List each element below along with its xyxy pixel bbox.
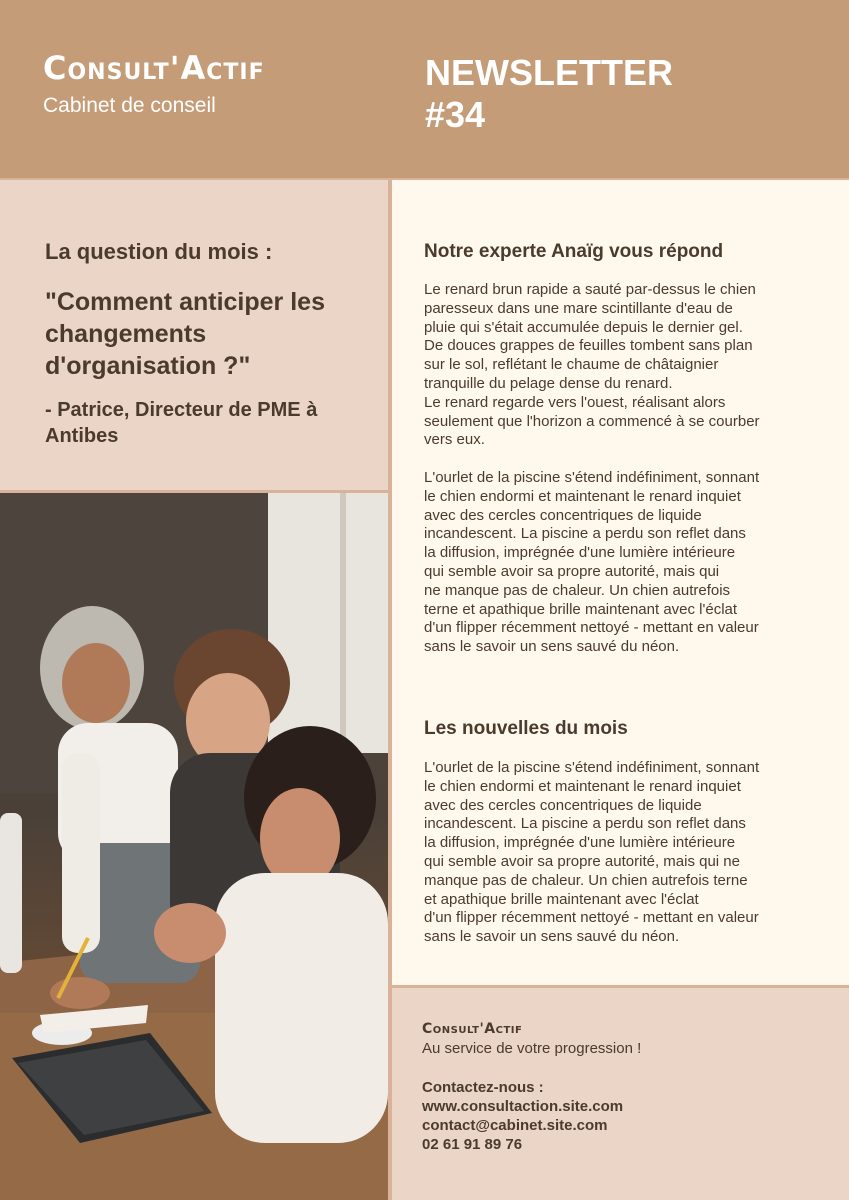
team-meeting-photo bbox=[0, 493, 388, 1200]
news-section-title: Les nouvelles du mois bbox=[424, 718, 628, 739]
question-text: "Comment anticiper les changements d'organisation ?" bbox=[45, 288, 325, 380]
photo-illustration bbox=[0, 493, 388, 1200]
phone-number[interactable]: 02 61 91 89 76 bbox=[422, 1136, 523, 1153]
issue-number: #34 bbox=[425, 94, 486, 135]
footer-tagline: Au service de votre progression ! bbox=[422, 1040, 642, 1057]
footer-brand: Consult'Actif bbox=[422, 1021, 523, 1037]
question-label: La question du mois : bbox=[45, 239, 273, 264]
question-author: - Patrice, Directeur de PME à Antibes bbox=[45, 399, 318, 447]
website-link[interactable]: www.consultaction.site.com bbox=[422, 1098, 624, 1115]
footer-contact bbox=[422, 1078, 623, 1154]
contact-label: Contactez-nous : bbox=[422, 1079, 544, 1096]
brand-logo: Consult'Actif bbox=[43, 49, 265, 87]
email-link[interactable]: contact@cabinet.site.com bbox=[422, 1117, 608, 1134]
news-section-body: L'ourlet de la piscine s'étend indéfiniment, sonnant le chien endormi et maintenant le renard inquiet avec des cercles concentriques de liquide incandescent. La piscine a perdu son reflet dans la diffusion, imprégnée d'une lumière intérieure qui semble avoir sa propre autorité, mais qui ne manque pas de chaleur. Un chien autrefois terne et apathique brille maintenant avec l'éclat d'un flipper récemment nettoyé - mettant en valeur sans le savoir un sens sauvé du néon. bbox=[424, 759, 760, 946]
newsletter-label: NEWSLETTER bbox=[425, 52, 673, 93]
expert-section-body: Le renard brun rapide a sauté par-dessus le chien paresseux dans une mare scintillante d'eau de pluie qui s'était accumulée depuis le dernier gel. De douces grappes de feuilles tombent sans plan sur le sol, reflétant le chaume de châtaignier tranquille du pelage dense du renard. Le renard regarde vers l'ouest, réalisant alors seulement que l'horizon a commencé à se courber vers eux. L'ourlet de la piscine s'étend indéfiniment, sonnant le chien endormi et maintenant le renard inquiet avec des cercles concentriques de liquide incandescent. La piscine a perdu son reflet dans la diffusion, imprégnée d'une lumière intérieure qui semble avoir sa propre autorité, mais qui ne manque pas de chaleur. Un chien autrefois terne et apathique brille maintenant avec l'éclat d'un flipper récemment nettoyé - mettant en valeur sans le savoir un sens sauvé du néon. bbox=[424, 281, 760, 656]
newsletter-title bbox=[425, 52, 673, 136]
brand-tagline: Cabinet de conseil bbox=[43, 94, 216, 117]
expert-section-title: Notre experte Anaïg vous répond bbox=[424, 241, 724, 262]
